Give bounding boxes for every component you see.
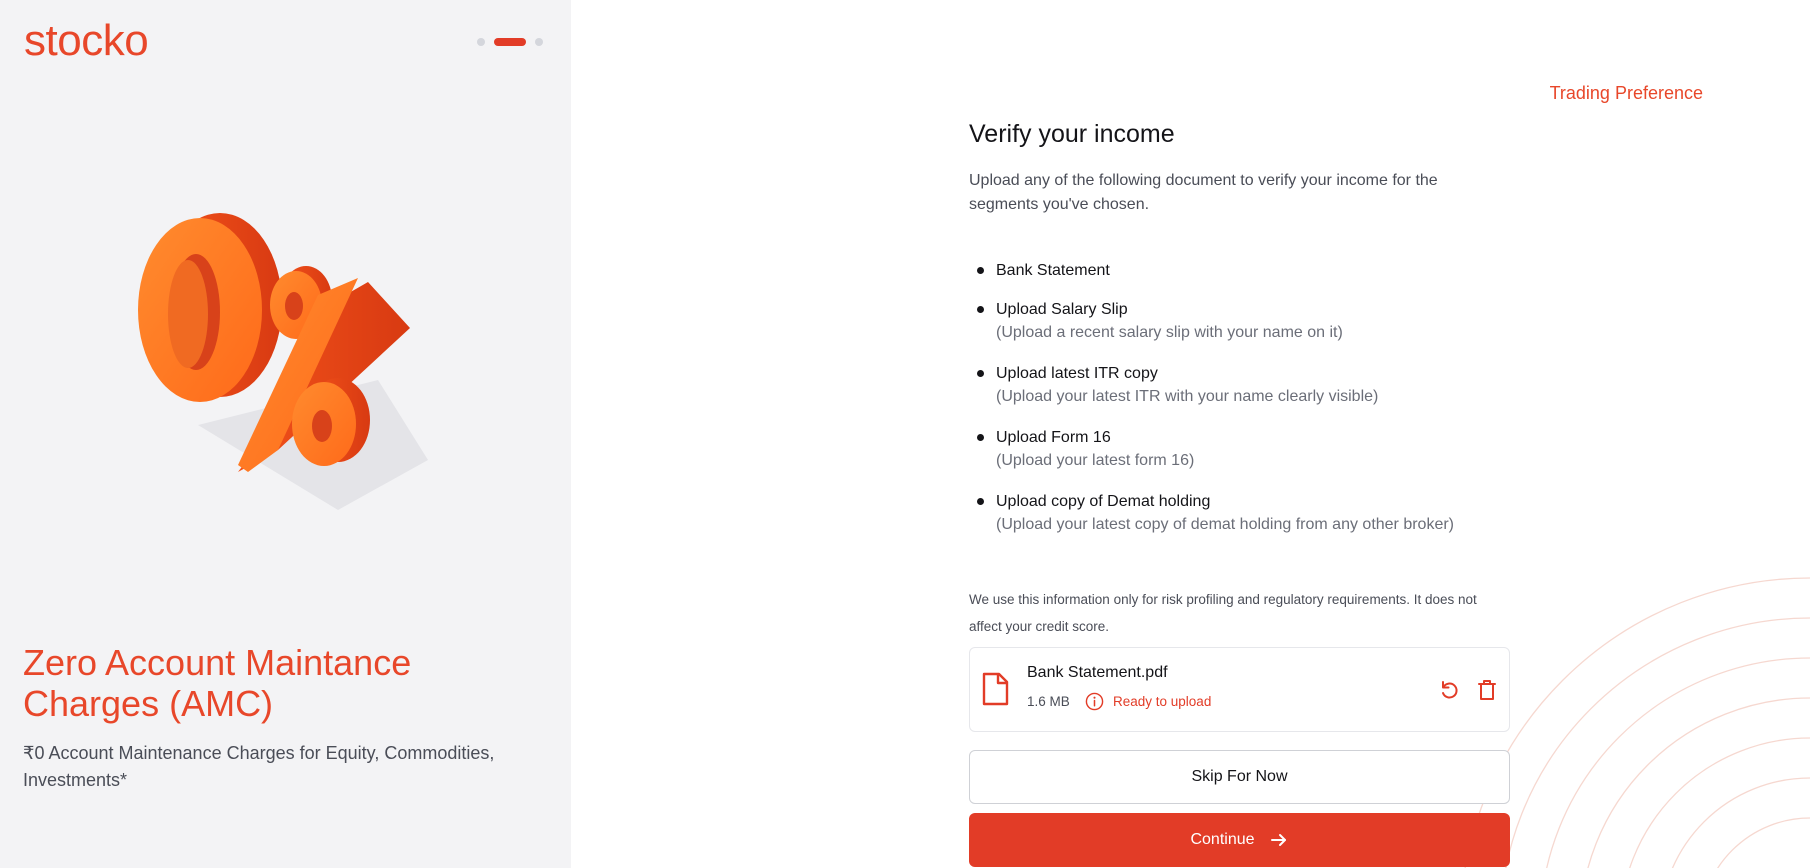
skip-for-now-button[interactable]: Skip For Now — [969, 750, 1510, 804]
list-item — [969, 362, 1509, 408]
carousel-indicator — [477, 38, 543, 46]
uploaded-file-card — [969, 647, 1510, 732]
file-name: Bank Statement.pdf — [1027, 664, 1168, 681]
promo-panel — [0, 0, 571, 868]
upload-status: Ready to upload — [1113, 694, 1212, 709]
document-list — [969, 259, 1509, 536]
list-item — [969, 490, 1509, 536]
carousel-dot-1[interactable] — [477, 38, 485, 46]
arrow-right-icon — [1269, 830, 1289, 850]
list-item — [969, 259, 1509, 282]
continue-button[interactable] — [969, 813, 1510, 867]
zero-percent-graphic — [128, 210, 448, 520]
document-hint: (Upload a recent salary slip with your name on it) — [996, 324, 1343, 341]
list-item — [969, 298, 1509, 344]
promo-title: Zero Account Maintance Charges (AMC) — [23, 642, 412, 724]
privacy-note: We use this information only for risk profiling and regulatory requirements. It does not affect your credit score. — [969, 592, 1477, 634]
document-hint: (Upload your latest ITR with your name clearly visible) — [996, 388, 1379, 405]
document-hint: (Upload your latest copy of demat holding from any other broker) — [996, 516, 1455, 533]
page-description: Upload any of the following document to verify your income for the segments you've chosen. — [969, 172, 1438, 213]
retry-icon[interactable] — [1437, 678, 1461, 702]
trading-preference-link[interactable]: Trading Preference — [1549, 83, 1703, 103]
carousel-dot-3[interactable] — [535, 38, 543, 46]
list-item — [969, 426, 1509, 472]
page-title: Verify your income — [969, 120, 1175, 148]
file-icon — [981, 672, 1009, 706]
stocko-logo: stocko — [24, 16, 149, 65]
trash-icon[interactable] — [1476, 678, 1498, 702]
file-size: 1.6 MB — [1027, 694, 1070, 709]
document-name: Upload latest ITR copy — [996, 365, 1158, 382]
document-name: Upload Form 16 — [996, 429, 1111, 446]
document-hint: (Upload your latest form 16) — [996, 452, 1195, 469]
verify-income-section — [969, 120, 1509, 554]
carousel-dot-2-active[interactable] — [494, 38, 526, 46]
document-name: Bank Statement — [996, 262, 1110, 279]
info-icon — [1085, 692, 1104, 711]
document-name: Upload Salary Slip — [996, 301, 1128, 318]
promo-subtitle: ₹0 Account Maintenance Charges for Equity, Commodities, Investments* — [23, 743, 495, 790]
continue-label: Continue — [1190, 831, 1255, 848]
document-name: Upload copy of Demat holding — [996, 493, 1211, 510]
